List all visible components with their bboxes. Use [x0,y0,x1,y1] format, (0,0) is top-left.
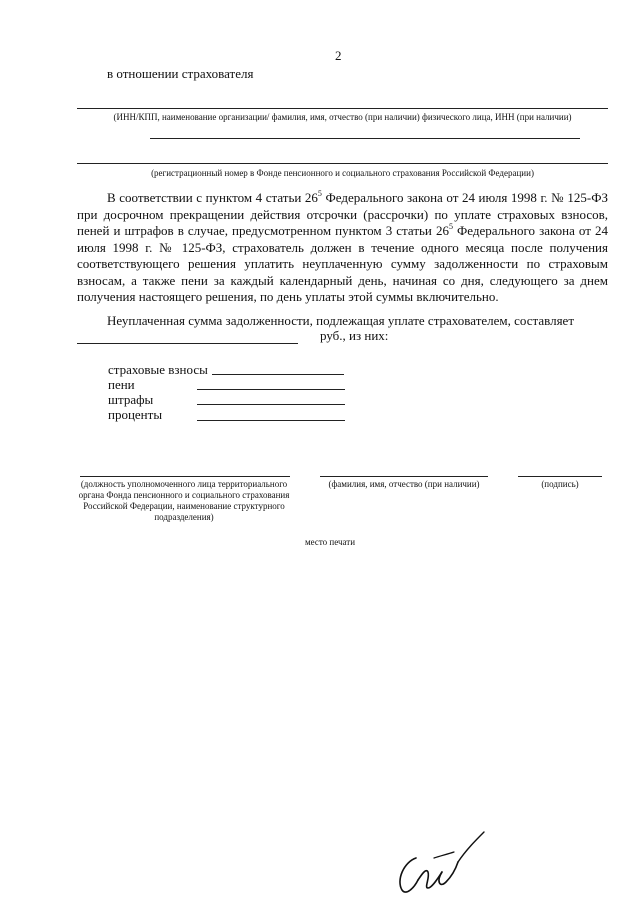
position-caption: (должность уполномоченного лица территориального органа Фонда пенсионного и социального страхования Российской Федерации, наименование структурного подразделения) [78,479,290,522]
breakdown-label-fines: штрафы [108,392,154,407]
p1-sup2: 5 [448,221,453,231]
reg-caption: (регистрационный номер в Фонде пенсионного и социального страхования Российской Федерации) [151,168,534,178]
sign-caption: (подпись) [541,479,579,489]
breakdown-label-penalties: пени [108,377,135,392]
p1-part2: Федерального закона от 24 июля 1998 г. № 125-ФЗ при досрочном прекращении действия отсрочки (рассрочки) по уплате страховых взносов, пеней и штрафов в случае, предусмотренном пунктом 3 статьи 26 [77,190,608,238]
page-number: 2 [335,48,342,63]
insurer-name-line[interactable] [77,108,608,109]
main-paragraph [77,190,608,306]
position-line[interactable] [80,476,290,477]
p1-sup1: 5 [317,188,322,198]
sign-line[interactable] [518,476,602,477]
breakdown-line-interest[interactable] [197,420,345,421]
debt-amount-line[interactable] [77,343,298,344]
stamp-place: место печати [304,537,356,547]
breakdown-label-interest: проценты [108,407,163,422]
insurer-label: в отношении страхователя [107,66,254,81]
handwritten-initials-icon [392,828,492,908]
p1-part1: В соответствии с пунктом 4 статьи 26 [107,190,318,205]
insurer-name-line-2[interactable] [150,138,580,139]
name-line[interactable] [320,476,488,477]
p1-part3: Федерального закона от 24 июля 1998 г. № 125-ФЗ, страхователь должен в течение одного месяца после получения соответствующего решения уплатить неуплаченную сумму задолженности по страховым взносам, а также пени за каждый календарный день, начиная со дня, следующего за днем получения настоящего решения, по день уплаты этой суммы включительно. [77,223,608,304]
breakdown-line-fines[interactable] [197,404,345,405]
debt-tail: руб., из них: [320,328,389,343]
breakdown-label-contributions: страховые взносы [108,362,208,377]
name-caption: (фамилия, имя, отчество (при наличии) [328,479,480,489]
breakdown-line-contributions[interactable] [212,374,344,375]
breakdown-line-penalties[interactable] [197,389,345,390]
inn-caption: (ИНН/КПП, наименование организации/ фамилия, имя, отчество (при наличии) физического лица, ИНН (при наличии) [113,112,572,122]
reg-number-line[interactable] [77,163,608,164]
debt-text: Неуплаченная сумма задолженности, подлежащая уплате страхователем, составляет [107,313,574,328]
